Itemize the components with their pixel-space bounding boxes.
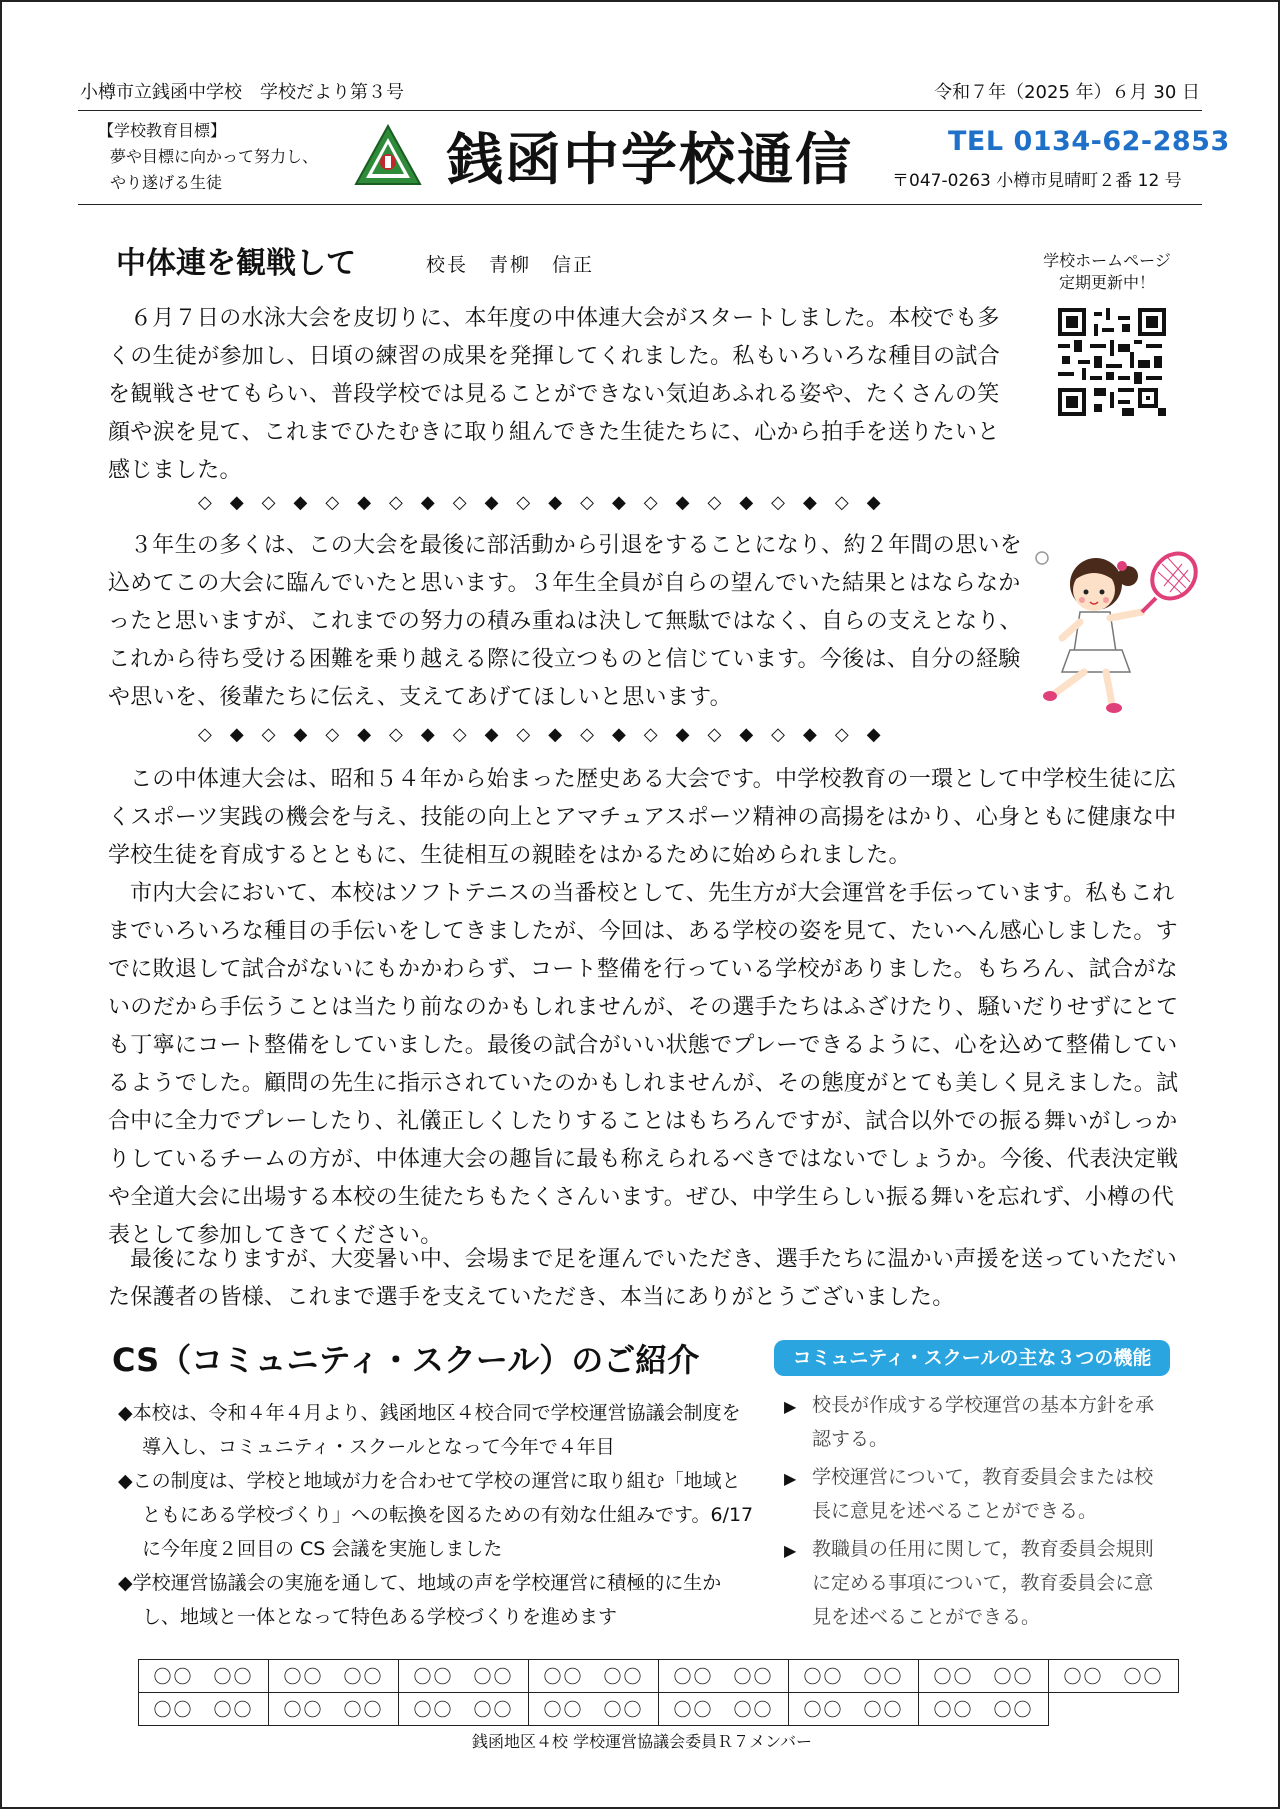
- member-cell: 〇〇 〇〇: [139, 1693, 269, 1726]
- masthead-title: 銭函中学校通信: [447, 127, 853, 193]
- cs-functions-badge: コミュニティ・スクールの主な３つの機能: [774, 1340, 1170, 1376]
- qr-code-icon[interactable]: [1058, 308, 1166, 416]
- issue-date: 令和７年（2025 年）６月 30 日: [934, 82, 1200, 103]
- cs-function-text: 校長が作成する学校運営の基本方針を承認する。: [812, 1394, 1155, 1450]
- cs-function-text: 学校運営について，教育委員会または校長に意見を述べることができる。: [812, 1466, 1154, 1522]
- header-top-line: [80, 74, 1200, 108]
- member-cell: 〇〇 〇〇: [529, 1660, 659, 1693]
- member-cell: 〇〇 〇〇: [399, 1693, 529, 1726]
- member-cell: 〇〇 〇〇: [659, 1660, 789, 1693]
- member-table-caption: 銭函地区４校 学校運営協議会委員Ｒ７メンバー: [472, 1732, 812, 1751]
- school-issue: 小樽市立銭函中学校 学校だより第３号: [80, 82, 404, 103]
- diamond-divider-1: ◇◆◇◆◇◆◇◆◇◆◇◆◇◆◇◆◇◆◇◆◇◆: [198, 492, 899, 513]
- article-paragraph-2: ３年生の多くは、この大会を最後に部活動から引退をすることになり、約２年間の思いを込めてこの大会に臨んでいたと思います。３年生全員が自らの望んでいた結果とはならなかったと思いますが、これまでの努力の積み重ねは決して無駄ではなく、自らの支えとなり、これから待ち受ける困難を乗り越える際に役立つものと信じています。今後は、自分の経験や思いを、後輩たちに伝え、支えてあげてほしいと思います。: [108, 533, 1023, 710]
- member-cell: 〇〇 〇〇: [1049, 1660, 1179, 1693]
- school-emblem-icon: [352, 122, 424, 194]
- article-paragraph-4: 市内大会において、本校はソフトテニスの当番校として、先生方が大会運営を手伝っています。私もこれまでいろいろな種目の手伝いをしてきましたが、今回は、ある学校の姿を見て、たいへん感心しました。すでに敗退して試合がないにもかかわらず、コート整備を行っている学校がありました。もちろん、試合がないのだから手伝うことは当たり前なのかもしれませんが、その選手たちはふざけたり、騒いだりせずにとても丁寧にコート整備をしていました。最後の試合がいい状態でプレーできるように、心を込めて整備しているようでした。顧問の先生に指示されていたのかもしれませんが、その態度がとても美しく見えました。試合中に全力でプレーしたり、礼儀正しくしたりすることはもちろんですが、試合以外での振る舞いがしっかりしているチームの方が、中体連大会の趣旨に最も称えられるべきではないでしょうか。今後、代表決定戦や全道大会に出場する本校の生徒たちもたくさんいます。ぜひ、中学生らしい振る舞いを忘れず、小樽の代表として参加してきてください。: [108, 881, 1179, 1248]
- member-cell-empty: [1049, 1693, 1179, 1726]
- article-byline: 校長 青柳 信正: [426, 254, 595, 276]
- homepage-note-line-1: 学校ホームページ: [1043, 251, 1171, 270]
- header-rule-top: [78, 110, 1202, 111]
- article-paragraph-3: この中体連大会は、昭和５４年から始まった歴史ある大会です。中学校教育の一環として中学校生徒に広くスポーツ実践の機会を与え、技能の向上とアマチュアスポーツ精神の高揚をはかり、心身ともに健康な中学校生徒を育成するとともに、生徒相互の親睦をはかるために始められました。: [108, 767, 1177, 868]
- member-cell: 〇〇 〇〇: [919, 1693, 1049, 1726]
- cs-intro-item: ◆学校運営協議会の実施を通して、地域の声を学校運営に積極的に生かし、地域と一体となって特色ある学校づくりを進めます: [118, 1572, 722, 1628]
- cs-intro-item: ◆この制度は、学校と地域が力を合わせて学校の運営に取り組む「地域とともにある学校づくり」への転換を図るための有効な仕組みです。6/17 に今年度２回目の CS 会議を実施しました: [118, 1470, 754, 1560]
- triangle-bullet-icon: ▶: [784, 1469, 797, 1488]
- cs-function-text: 教職員の任用に関して，教育委員会規則に定める事項について，教育委員会に意見を述べることができる。: [812, 1538, 1154, 1628]
- member-cell: 〇〇 〇〇: [269, 1660, 399, 1693]
- member-cell: 〇〇 〇〇: [659, 1693, 789, 1726]
- goal-line-1: 夢や目標に向かって努力し、: [110, 147, 319, 166]
- homepage-note: [1032, 250, 1182, 294]
- triangle-bullet-icon: ▶: [784, 1541, 797, 1560]
- cs-intro-item: ◆本校は、令和４年４月より、銭函地区４校合同で学校運営協議会制度を導入し、コミュニティ・スクールとなって今年で４年目: [118, 1402, 741, 1458]
- member-cell: 〇〇 〇〇: [139, 1660, 269, 1693]
- member-cell: 〇〇 〇〇: [399, 1660, 529, 1693]
- telephone: TEL 0134-62-2853: [948, 126, 1230, 157]
- article-title: 中体連を観戦して: [116, 246, 356, 281]
- member-row: [139, 1660, 1179, 1693]
- goal-line-2: やり遂げる生徒: [110, 173, 223, 192]
- cs-function-item: [784, 1532, 1164, 1634]
- address: 〒047-0263 小樽市見晴町２番 12 号: [892, 171, 1182, 191]
- triangle-bullet-icon: ▶: [784, 1397, 797, 1416]
- goal-label: 【学校教育目標】: [98, 121, 227, 140]
- cs-function-item: [784, 1460, 1164, 1528]
- member-cell: 〇〇 〇〇: [269, 1693, 399, 1726]
- tennis-player-illustration: [1032, 542, 1212, 722]
- diamond-divider-2: ◇◆◇◆◇◆◇◆◇◆◇◆◇◆◇◆◇◆◇◆◇◆: [198, 724, 899, 745]
- cs-section-title: CS（コミュニティ・スクール）のご紹介: [112, 1341, 700, 1379]
- member-cell: 〇〇 〇〇: [529, 1693, 659, 1726]
- member-cell: 〇〇 〇〇: [789, 1693, 919, 1726]
- cs-function-item: [784, 1388, 1164, 1456]
- member-cell: 〇〇 〇〇: [789, 1660, 919, 1693]
- homepage-note-line-2: 定期更新中！: [1058, 273, 1155, 292]
- cs-intro-list: [118, 1396, 758, 1634]
- member-row: [139, 1693, 1179, 1726]
- member-cell: 〇〇 〇〇: [919, 1660, 1049, 1693]
- article-paragraph-5: 最後になりますが、大変暑い中、会場まで足を運んでいただき、選手たちに温かい声援を送っていただいた保護者の皆様、これまで選手を支えていただき、本当にありがとうございました。: [108, 1247, 1178, 1310]
- member-table: [138, 1659, 1179, 1726]
- education-goal: [98, 118, 318, 196]
- cs-functions-list: [784, 1388, 1164, 1638]
- article-paragraph-1: ６月７日の水泳大会を皮切りに、本年度の中体連大会がスタートしました。本校でも多くの生徒が参加し、日頃の練習の成果を発揮してくれました。私もいろいろな種目の試合を観戦させてもらい、普段学校では見ることができない気迫あふれる姿や、たくさんの笑顔や涙を見て、これまでひたむきに取り組んできた生徒たちに、心から拍手を送りたいと感じました。: [108, 306, 1001, 483]
- header-rule-bottom: [78, 204, 1202, 205]
